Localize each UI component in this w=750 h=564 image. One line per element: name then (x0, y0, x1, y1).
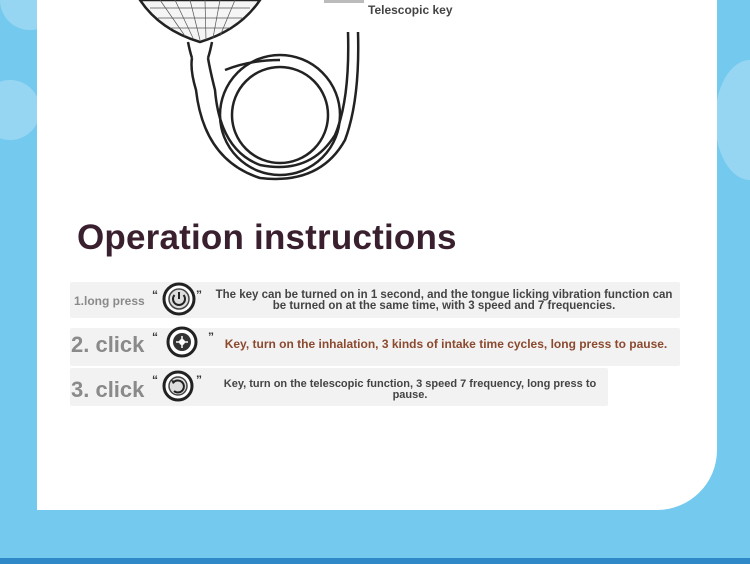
telescopic-icon (162, 370, 194, 402)
close-quote: ” (196, 288, 202, 302)
close-quote: ” (196, 373, 202, 387)
step-label: 2. click (71, 332, 145, 357)
open-quote: “ (152, 288, 158, 302)
device-illustration (130, 0, 390, 190)
instruction-description: Key, turn on the telescopic function, 3 speed 7 frequency, long press to pause. (223, 378, 597, 401)
open-quote: “ (152, 330, 158, 344)
suction-icon (166, 326, 198, 358)
callout-line (324, 0, 364, 3)
close-quote: ” (208, 330, 214, 344)
step-label: 1.long press (74, 294, 145, 308)
bg-decoration-right (715, 60, 750, 180)
instruction-description: The key can be turned on in 1 second, and the tongue licking vibration function can be turned on at the same time, with 3 speed and 7 frequencies. (215, 289, 673, 312)
step-label: 3. click (71, 377, 145, 402)
instruction-description: Key, turn on the inhalation, 3 kinds of intake time cycles, long press to pause. (224, 337, 668, 351)
open-quote: “ (152, 373, 158, 387)
bg-decoration-left (0, 80, 40, 140)
telescopic-key-label: Telescopic key (368, 3, 453, 17)
page-title: Operation instructions (77, 218, 457, 257)
bottom-strip (0, 558, 750, 564)
power-icon (162, 282, 196, 316)
